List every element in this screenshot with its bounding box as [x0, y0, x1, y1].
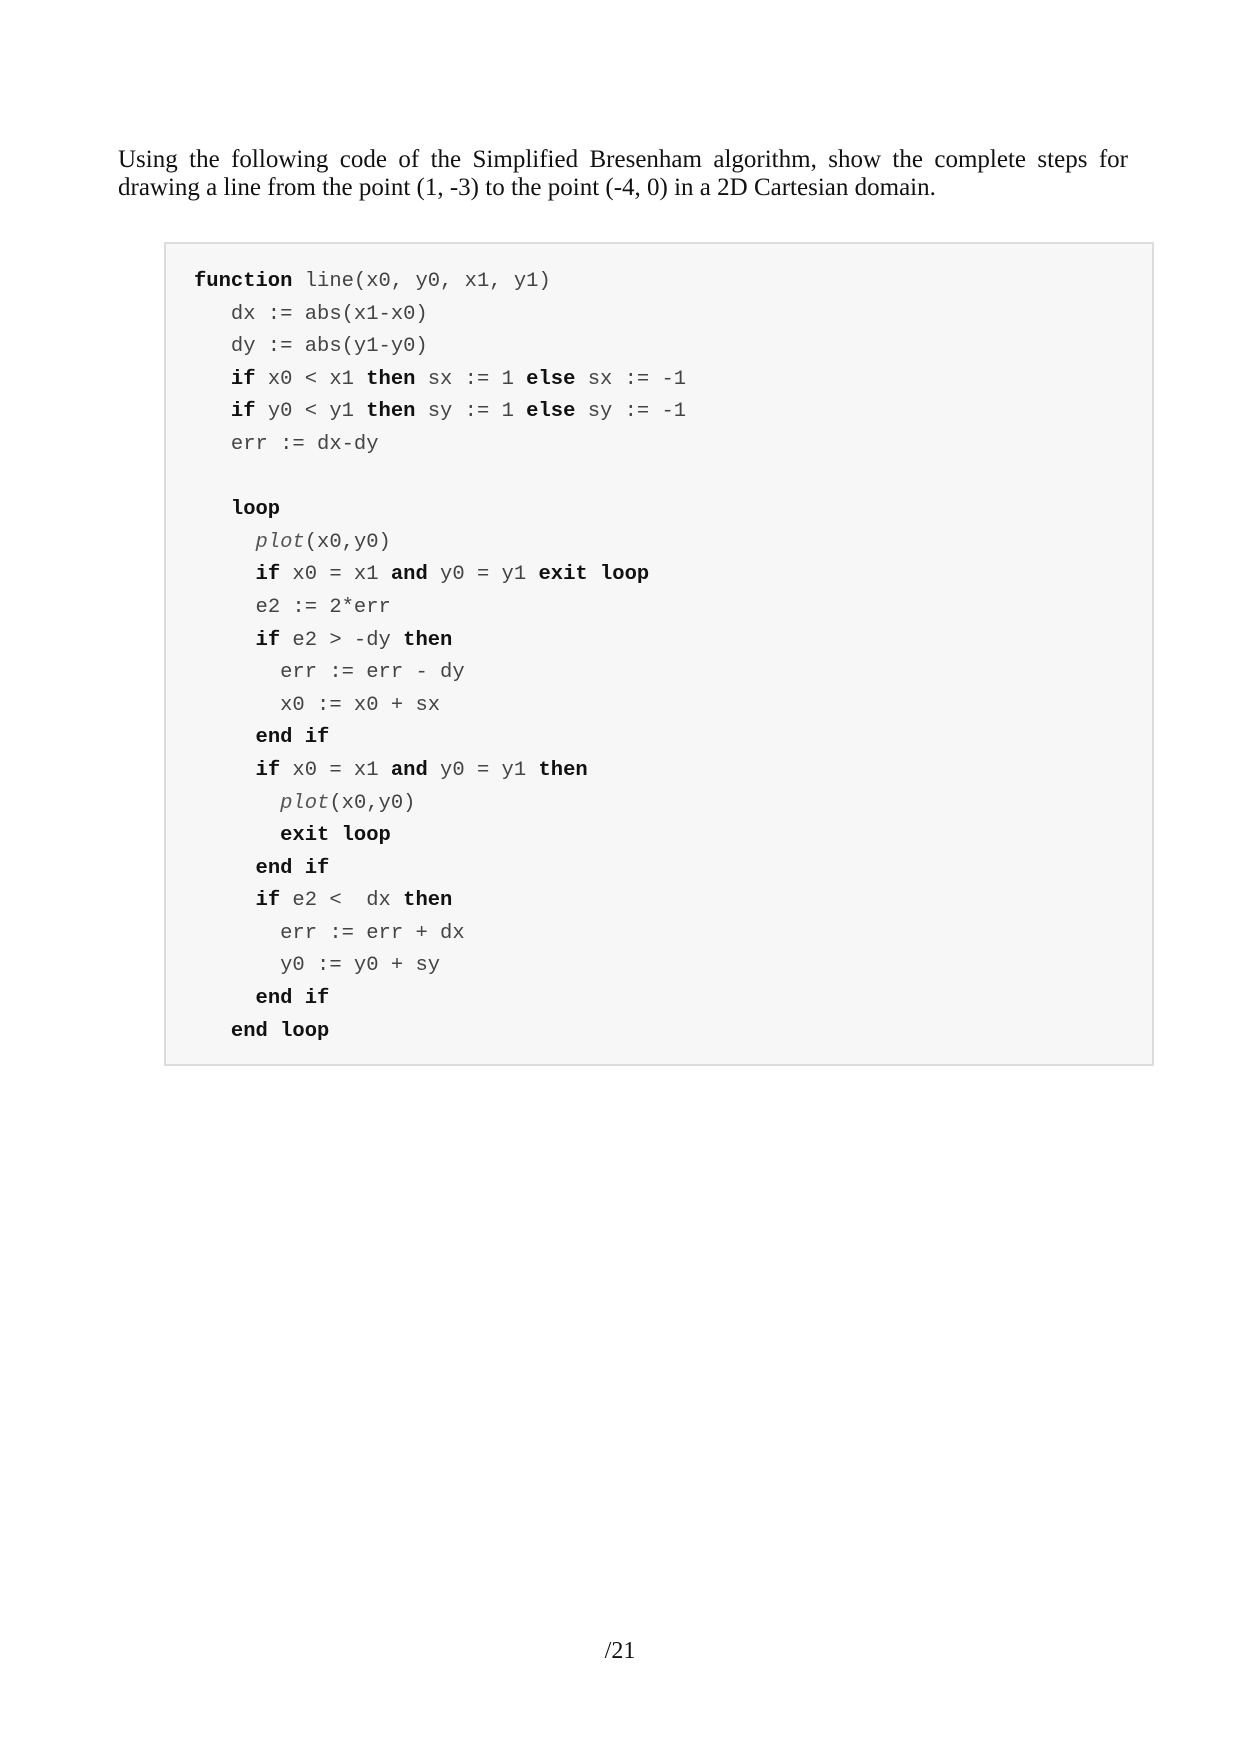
code-line — [194, 592, 686, 625]
code-line — [194, 788, 686, 821]
code-text: err := dx-dy — [230, 432, 379, 456]
code-line — [194, 657, 686, 690]
code-line — [194, 853, 686, 886]
code-text: (x0,y0) — [304, 530, 391, 554]
code-line — [194, 266, 686, 299]
code-keyword: end loop — [230, 1019, 330, 1043]
code-keyword: then — [403, 889, 453, 913]
page-number: /21 — [604, 1638, 636, 1664]
code-text: x0 := x0 + sx — [280, 693, 441, 717]
code-keyword: end if — [255, 726, 330, 750]
code-keyword: if — [230, 400, 256, 424]
code-text: y0 < y1 — [255, 400, 367, 424]
code-line — [194, 885, 686, 918]
code-line — [194, 396, 686, 429]
code-keyword: if — [255, 628, 281, 652]
code-text: dx := abs(x1-x0) — [230, 302, 428, 326]
code-keyword: if — [255, 758, 281, 782]
code-text: x0 < x1 — [255, 367, 367, 391]
code-line — [194, 299, 686, 332]
code-keyword: and — [390, 563, 428, 587]
code-text: sx := 1 — [415, 367, 527, 391]
code-listing — [194, 266, 686, 1048]
code-line — [194, 755, 686, 788]
code-text: err := err + dx — [280, 921, 465, 945]
code-keyword: else — [526, 367, 576, 391]
code-keyword: and — [390, 758, 428, 782]
code-text: sy := 1 — [415, 400, 527, 424]
code-line — [194, 462, 686, 495]
code-keyword: exit loop — [538, 563, 650, 587]
code-text: x0 = x1 — [280, 563, 391, 587]
code-line — [194, 527, 686, 560]
code-text: (x0,y0) — [329, 791, 416, 815]
code-keyword: if — [230, 367, 256, 391]
code-line — [194, 950, 686, 983]
code-keyword: then — [403, 628, 453, 652]
code-line — [194, 983, 686, 1016]
code-keyword: then — [366, 367, 416, 391]
code-keyword: end if — [255, 987, 330, 1011]
code-text: e2 < dx — [280, 889, 404, 913]
code-text: y0 = y1 — [427, 563, 539, 587]
code-text: e2 > -dy — [280, 628, 404, 652]
code-text: line(x0, y0, x1, y1) — [292, 270, 551, 293]
code-line — [194, 820, 686, 853]
code-line — [194, 1016, 686, 1049]
code-line — [194, 722, 686, 755]
code-keyword: if — [255, 889, 281, 913]
code-text: dy := abs(y1-y0) — [230, 335, 428, 359]
code-text: err := err - dy — [280, 661, 465, 685]
code-keyword: exit loop — [280, 824, 391, 848]
code-text: x0 = x1 — [280, 758, 391, 782]
code-block — [164, 242, 1154, 1066]
code-keyword: then — [538, 758, 588, 782]
code-text: e2 := 2*err — [255, 595, 391, 619]
code-keyword: function — [194, 270, 293, 293]
code-text: y0 = y1 — [427, 758, 539, 782]
code-keyword: loop — [230, 498, 281, 522]
code-text: y0 := y0 + sy — [280, 954, 441, 978]
code-function-name: plot — [280, 791, 330, 815]
code-keyword: end if — [255, 856, 330, 880]
code-text: sy := -1 — [575, 400, 687, 424]
code-line — [194, 331, 686, 364]
code-text: sx := -1 — [575, 367, 687, 391]
code-line — [194, 429, 686, 462]
code-keyword: if — [255, 563, 281, 587]
code-keyword: else — [526, 400, 576, 424]
code-line — [194, 625, 686, 658]
code-line — [194, 690, 686, 723]
code-keyword: then — [366, 400, 416, 424]
question-text: Using the following code of the Simplified Bresenham algorithm, show the complete steps for drawing a line from the point (1, -3) to the point (-4, 0) in a 2D Cartesian domain. — [118, 146, 1128, 201]
code-function-name: plot — [255, 530, 305, 554]
code-line — [194, 494, 686, 527]
code-line — [194, 559, 686, 592]
code-line — [194, 364, 686, 397]
code-line — [194, 918, 686, 951]
